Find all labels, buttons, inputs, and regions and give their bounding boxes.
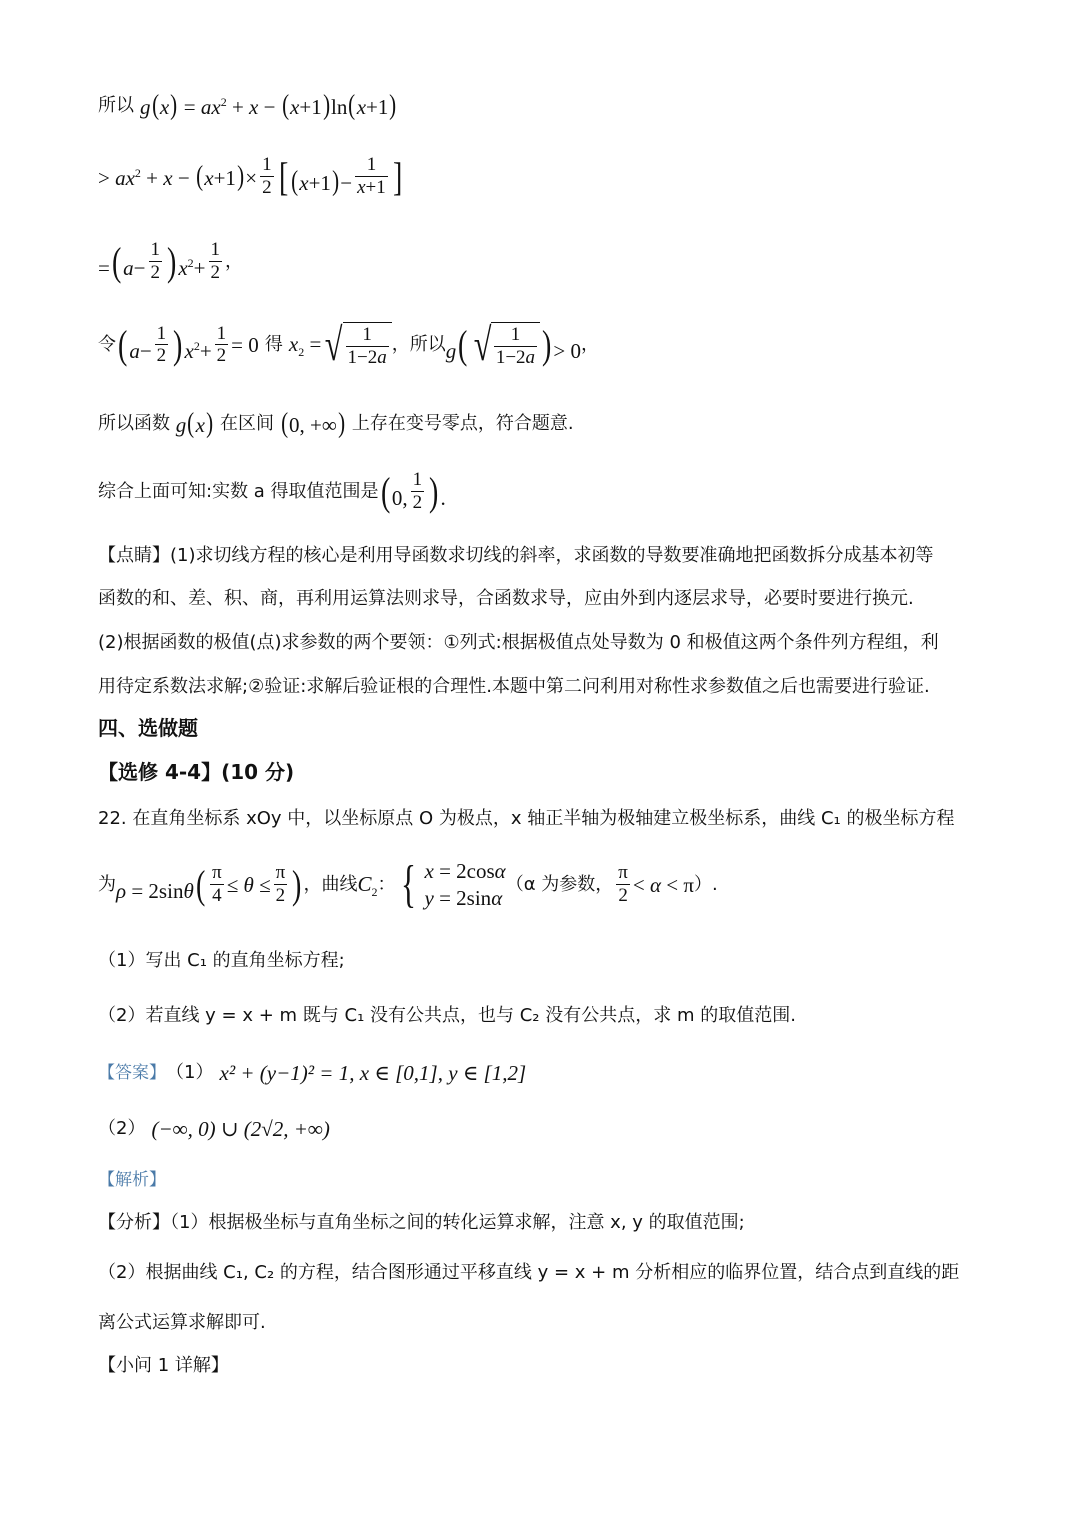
fraction: $\frac{\pi}{4}$ [212, 862, 222, 907]
parametric-equations: x = 2cosα y = 2sinα [424, 859, 506, 911]
fraction: $\frac{1}{2}$ [262, 154, 272, 198]
text: 令 [98, 334, 116, 356]
dianjing-line-4: 用待定系数法求解;②验证:求解后验证根的合理性.本题中第二问利用对称性求参数值之后也需要进行验证. [98, 676, 930, 697]
formula: (a− [117, 322, 152, 368]
formula: [ (x+1)− [278, 153, 353, 199]
fraction: $\frac{1}{2}$ [156, 322, 167, 367]
fraction: $\frac{1}{2}$ [150, 239, 161, 283]
answer-line-2 [98, 1116, 1020, 1142]
formula: $g(x) = ax^2 + x - (x+1)\ln(x+1)$ [140, 90, 397, 121]
text: （1） [166, 1061, 214, 1083]
sub-question-1: （1）写出 C₁ 的直角坐标方程; [98, 950, 345, 971]
question-22-line-1: 22. 在直角坐标系 xOy 中，以坐标原点 O 为极点，x 轴正半轴为极轴建立极坐标系，曲线 C₁ 的极坐标方程 [98, 808, 955, 829]
fraction: $\frac{1}{x+1}$ [357, 154, 386, 198]
formula: > $ax^2 + x - (x+1)\times$ [98, 160, 258, 192]
formula: =(a− [98, 238, 146, 284]
text: （α 为参数， [505, 874, 614, 896]
elective-heading: 【选修 4-4】(10 分) [98, 760, 295, 784]
text: 综合上面可知:实数 a 得取值范围是 [98, 480, 379, 502]
text: （2） [98, 1117, 146, 1139]
sub-question-2: （2）若直线 y = x + m 既与 C₁ 没有公共点，也与 C₂ 没有公共点，求 m 的取值范围. [98, 1005, 796, 1026]
conclusion-line: 综合上面可知:实数 a 得取值范围是 (0, $\frac{1}{2}$ ). [98, 468, 446, 514]
answer-2-formula: (−∞, 0) ∪ (2√2, +∞) [151, 1117, 330, 1141]
sub-answer-heading: 【小问 1 详解】 [98, 1355, 229, 1376]
analysis-line-2: （2）根据曲线 C₁, C₂ 的方程，结合图形通过平移直线 y = x + m 分析相应的临界位置，结合点到直线的距 [98, 1262, 960, 1283]
sqrt: √ $\frac{1}{1-2a}$ [470, 322, 540, 369]
question-22-line-2: 为 ρ = 2sinθ( $\frac{\pi}{4}$ ≤ θ ≤ $\frac{\pi}{2}$ ) ，曲线 $C_2$ ： { x = 2cosα y = 2sinα （α 为参数， $\frac{\pi}{2}$ < α < π ）. [98, 856, 718, 914]
text: ，曲线 [303, 874, 358, 896]
answer-1-formula: x² + (y−1)² = 1, x ∈ [0,1], y ∈ [1,2] [219, 1061, 527, 1085]
fraction: $\frac{1}{2}$ [412, 469, 423, 513]
dianjing-line-2: 函数的和、差、积、商，再利用运算法则求导，合函数求导，应由外到内逐层求导，必要时要进行换元. [98, 588, 914, 609]
derivation-line-3: =(a− $\frac{1}{2}$ )$x^2+$ $\frac{1}{2}$ ， [98, 238, 244, 284]
analysis-line-3: 离公式运算求解即可. [98, 1312, 266, 1333]
section-heading: 四、选做题 [98, 716, 198, 740]
dianjing-line-1: 【点睛】(1)求切线方程的核心是利用导函数求切线的斜率，求函数的导数要准确地把函数拆分成基本初等 [98, 545, 934, 566]
fraction: $\frac{1}{2}$ [210, 239, 221, 283]
analysis-line-1: 【分析】（1）根据极坐标与直角坐标之间的转化运算求解，注意 x, y 的取值范围; [98, 1212, 745, 1233]
sqrt: √ $\frac{1}{1-2a}$ [321, 322, 391, 369]
derivation-line-4: 令 (a− $\frac{1}{2}$ )$x^2+$ $\frac{1}{2}$ = 0 得 $x_2$ = √ $\frac{1}{1-2a}$ ，所以 g( √ $\frac{1}{1-2a}$ )> 0 ， [98, 319, 599, 370]
derivation-line-5: 所以函数 g(x) 在区间 (0, +∞) 上存在变号零点，符合题意. [98, 408, 574, 439]
dianjing-line-3: (2)根据函数的极值(点)求参数的两个要领：①列式:根据极值点处导数为 0 和极值这两个条件列方程组，利 [98, 632, 939, 653]
fraction: $\frac{\pi}{2}$ [275, 862, 286, 907]
answer-line-1 [98, 1060, 1020, 1086]
fraction: $\frac{\pi}{2}$ [618, 862, 628, 907]
derivation-line-1 [98, 92, 1020, 120]
derivation-line-2: > $ax^2 + x - (x+1)\times$ $\frac{1}{2}$ [ (x+1)− $\frac{1}{x+1}$ ] [98, 153, 403, 199]
text: 得 [264, 334, 283, 356]
jiexi-label: 【解析】 [98, 1170, 166, 1190]
fraction: $\frac{1}{2}$ [216, 322, 227, 367]
text: ）. [693, 874, 718, 896]
text: 所以 [98, 94, 134, 116]
text: ，所以 [391, 334, 446, 356]
answer-label: 【答案】 [98, 1062, 166, 1083]
text: 为 [98, 874, 116, 896]
